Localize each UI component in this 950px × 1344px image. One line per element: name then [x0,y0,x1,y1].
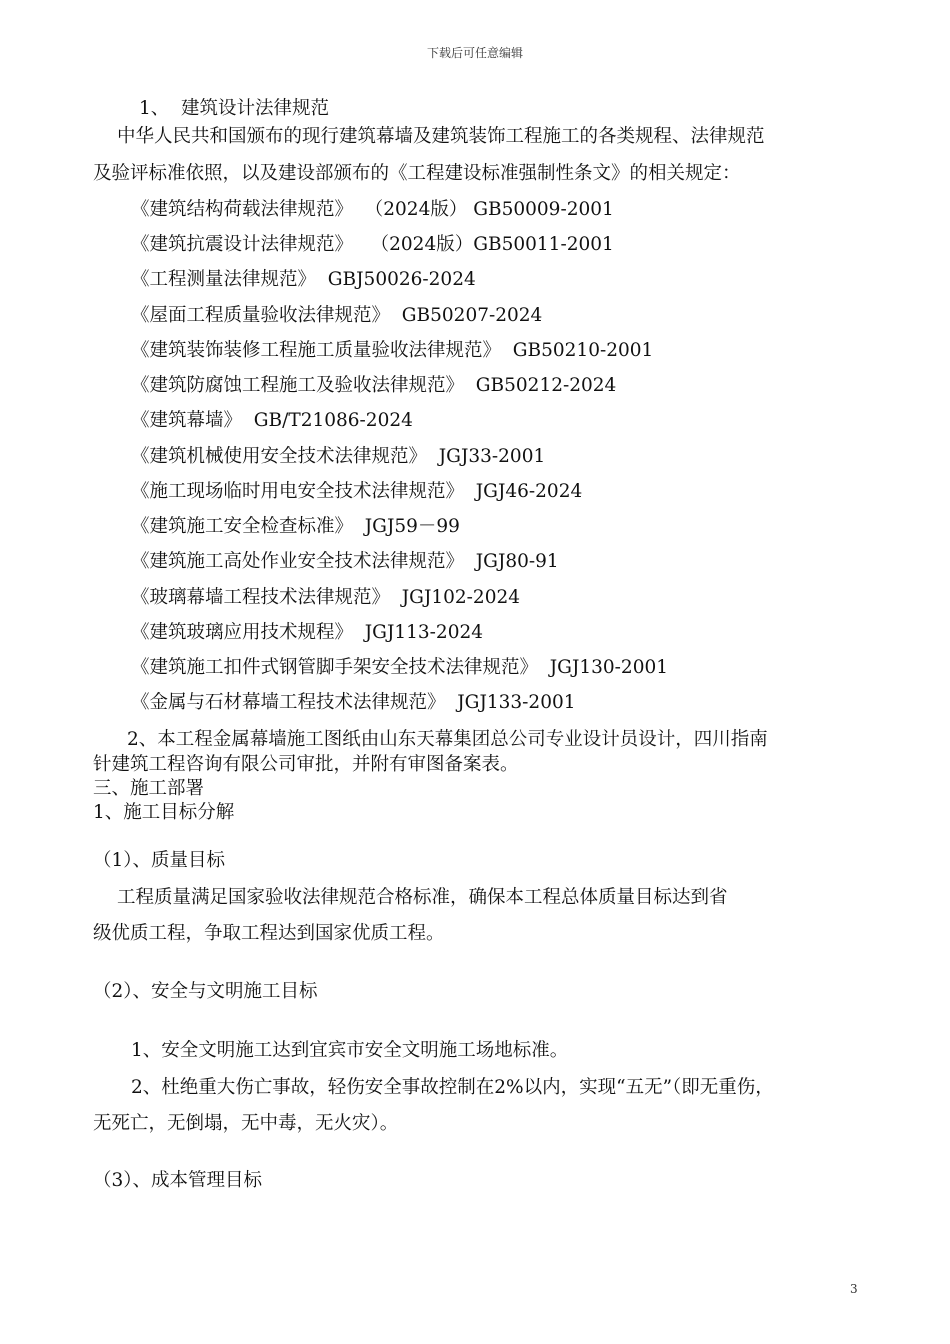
standard-item: 《建筑施工扣件式钢管脚手架安全技术法律规范》 JGJ130-2001 [131,657,669,678]
standard-item: 《玻璃幕墙工程技术法律规范》 JGJ102-2024 [131,587,521,608]
standard-item: 《建筑抗震设计法律规范》 （2024版）GB50011-2001 [131,234,614,255]
standard-item: 《建筑防腐蚀工程施工及验收法律规范》 GB50212-2024 [131,375,617,396]
intro-paragraph-line-2: 及验评标准依照，以及建设部颁布的《工程建设标准强制性条文》的相关规定： [93,163,741,184]
standard-item: 《建筑结构荷载法律规范》 （2024版） GB50009-2001 [131,199,614,220]
drawing-note-line-2: 针建筑工程咨询有限公司审批，并附有审图备案表。 [93,754,519,775]
standard-item: 《建筑玻璃应用技术规程》 JGJ113-2024 [131,622,484,643]
standard-item: 《建筑施工高处作业安全技术法律规范》 JGJ80-91 [131,551,559,572]
quality-goal-line-1: 工程质量满足国家验收法律规范合格标准，确保本工程总体质量目标达到省 [117,887,728,908]
page-header: 下载后可任意编辑 [426,46,523,60]
section-heading-deployment: 三、施工部署 [93,778,205,799]
drawing-note-line-1: 2、本工程金属幕墙施工图纸由山东天幕集团总公司专业设计员设计，四川指南 [127,729,768,750]
page-number: 3 [850,1282,858,1296]
quality-goal-line-2: 级优质工程，争取工程达到国家优质工程。 [93,923,445,944]
intro-paragraph-line-1: 中华人民共和国颁布的现行建筑幕墙及建筑装饰工程施工的各类规程、法律规范 [117,126,765,147]
standard-item: 《建筑幕墙》 GB/T21086-2024 [131,410,413,431]
safety-goal-item-2-line-1: 2、杜绝重大伤亡事故，轻伤安全事故控制在2%以内，实现“五无”（即无重伤， [131,1077,774,1098]
cost-goal-heading: （3）、成本管理目标 [93,1170,263,1191]
standard-item: 《建筑机械使用安全技术法律规范》 JGJ33-2001 [131,446,546,467]
standard-item: 《屋面工程质量验收法律规范》 GB50207-2024 [131,305,543,326]
safety-goal-item-1: 1、安全文明施工达到宜宾市安全文明施工场地标准。 [131,1040,569,1061]
standard-item: 《工程测量法律规范》 GBJ50026-2024 [131,269,476,290]
safety-goal-heading: （2）、安全与文明施工目标 [93,981,318,1002]
standard-item: 《建筑施工安全检查标准》 JGJ59－99 [131,516,460,537]
standard-item: 《施工现场临时用电安全技术法律规范》 JGJ46-2024 [131,481,583,502]
standard-item: 《建筑装饰装修工程施工质量验收法律规范》 GB50210-2001 [131,340,654,361]
quality-goal-heading: （1）、质量目标 [93,850,226,871]
subheading-goal-breakdown: 1、施工目标分解 [93,802,235,823]
safety-goal-item-2-line-2: 无死亡，无倒塌，无中毒，无火灾）。 [93,1113,399,1134]
section-heading-design-standards: 1、 建筑设计法律规范 [139,98,330,119]
standard-item: 《金属与石材幕墙工程技术法律规范》 JGJ133-2001 [131,692,576,713]
